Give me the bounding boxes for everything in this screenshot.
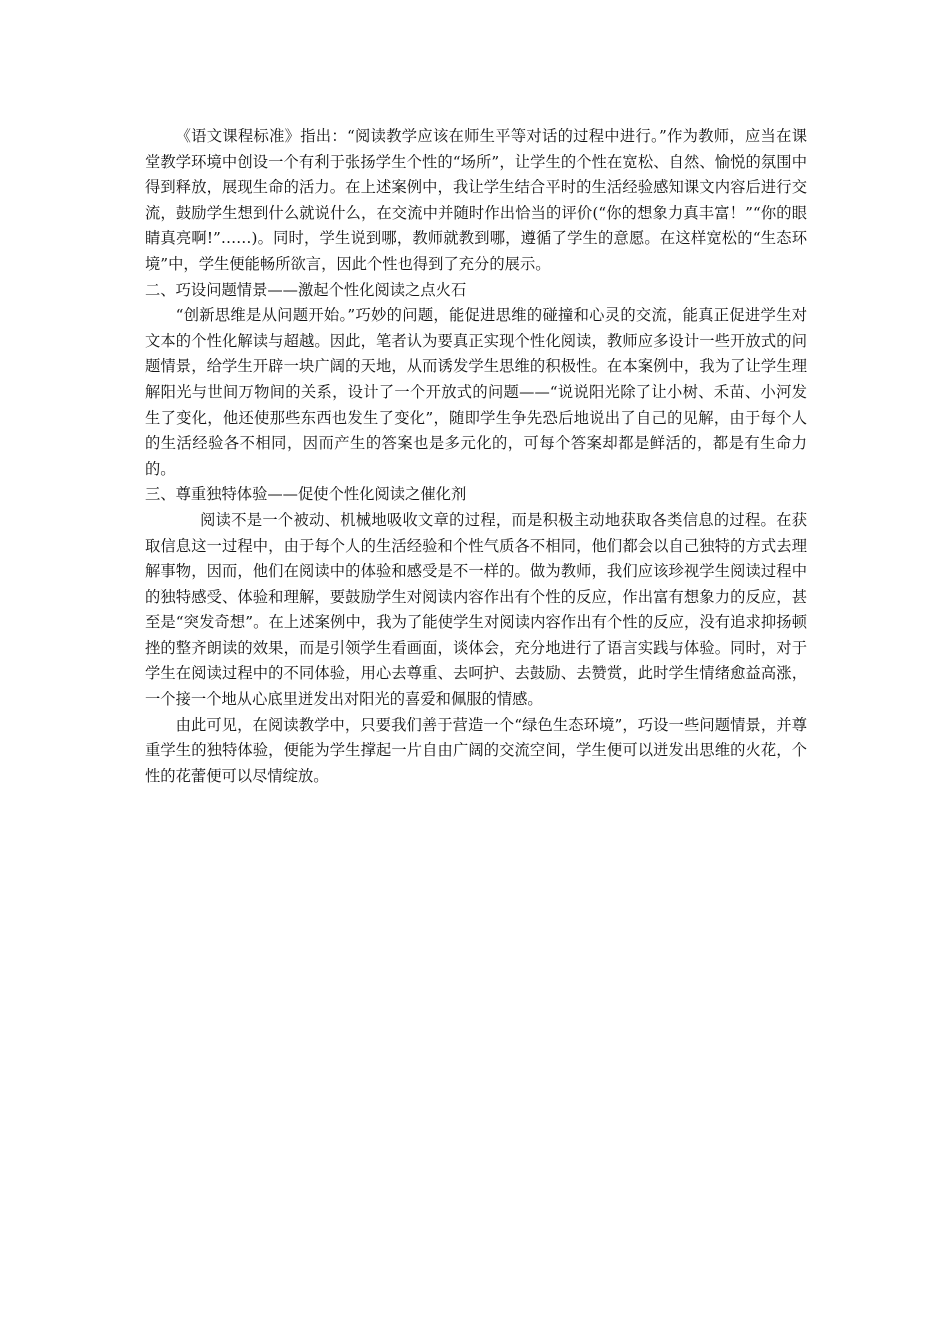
paragraph-section-two: “创新思维是从问题开始。”巧妙的问题，能促进思维的碰撞和心灵的交流，能真正促进学生对文本的个性化解读与超越。因此，笔者认为要真正实现个性化阅读，教师应多设计一些开放式的问题情景，给学生开辟一块广阔的天地，从而诱发学生思维的积极性。在本案例中，我为了让学生理解阳光与世间万物间的关系，设计了一个开放式的问题——“说说阳光除了让小树、禾苗、小河发生了变化，他还使那些东西也发生了变化”，随即学生争先恐后地说出了自己的见解，由于每个人的生活经验各不相同，因而产生的答案也是多元化的，可每个答案却都是鲜活的，都是有生命力的。 — [145, 306, 807, 478]
paragraph-conclusion: 由此可见，在阅读教学中，只要我们善于营造一个“绿色生态环境”，巧设一些问题情景，并尊重学生的独特体验，便能为学生撑起一片自由广阔的交流空间，学生便可以迸发出思维的火花，个性的花蕾便可以尽情绽放。 — [145, 715, 807, 785]
document-body — [145, 124, 807, 789]
paragraph-intro: 《语文课程标准》指出：“阅读教学应该在师生平等对话的过程中进行。”作为教师，应当在课堂教学环境中创设一个有利于张扬学生个性的“场所”，让学生的个性在宽松、自然、愉悦的氛围中得到释放，展现生命的活力。在上述案例中，我让学生结合平时的生活经验感知课文内容后进行交流，鼓励学生想到什么就说什么，在交流中并随时作出恰当的评价(“你的想象力真丰富！”“你的眼睛真亮啊!”……)。同时，学生说到哪，教师就教到哪，遵循了学生的意愿。在这样宽松的“生态环境”中，学生便能畅所欲言，因此个性也得到了充分的展示。 — [145, 127, 807, 273]
section-heading-three: 三、尊重独特体验——促使个性化阅读之催化剂 — [145, 485, 467, 504]
section-heading-two: 二、巧设问题情景——激起个性化阅读之点火石 — [145, 280, 467, 299]
paragraph-section-three: 阅读不是一个被动、机械地吸收文章的过程，而是积极主动地获取各类信息的过程。在获取信息这一过程中，由于每个人的生活经验和个性气质各不相同，他们都会以自己独特的方式去理解事物，因而，他们在阅读中的体验和感受是不一样的。做为教师，我们应该珍视学生阅读过程中的独特感受、体验和理解，要鼓励学生对阅读内容作出有个性的反应，作出富有想象力的反应，甚至是“突发奇想”。在上述案例中，我为了能使学生对阅读内容作出有个性的反应，没有追求抑扬顿挫的整齐朗读的效果，而是引领学生看画面，谈体会，充分地进行了语言实践与体验。同时，对于学生在阅读过程中的不同体验，用心去尊重、去呵护、去鼓励、去赞赏，此时学生情绪愈益高涨，一个接一个地从心底里迸发出对阳光的喜爱和佩服的情感。 — [145, 510, 807, 709]
